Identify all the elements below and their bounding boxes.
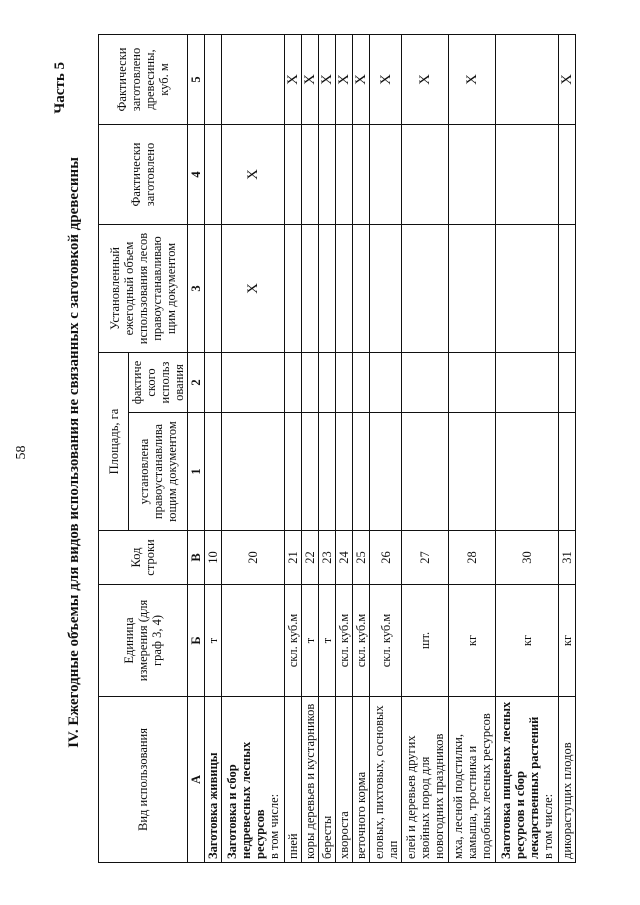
col-index: В [188, 531, 205, 585]
wood-harvested-cell: X [559, 35, 576, 125]
unit-cell: кг [449, 585, 496, 697]
code-cell: 28 [449, 531, 496, 585]
use-type-cell [319, 697, 336, 863]
use-type-cell [449, 697, 496, 863]
unit-cell: т [319, 585, 336, 697]
use-type-label: веточного корма [354, 771, 368, 859]
page-number: 58 [14, 445, 29, 460]
col-index: 4 [188, 125, 205, 225]
annual-volume-cell [302, 225, 319, 353]
area-established-cell [353, 413, 370, 531]
wood-harvested-cell: X [319, 35, 336, 125]
code-cell: 25 [353, 531, 370, 585]
annual-volume-cell [370, 225, 402, 353]
col-index: 3 [188, 225, 205, 353]
harvested-cell [559, 125, 576, 225]
table-row [285, 35, 302, 863]
area-established-cell [205, 413, 222, 531]
section-title: IV. Ежегодные объемы для видов использования не связанных с заготовкой древесины [66, 157, 82, 748]
harvested-cell: X [222, 125, 285, 225]
wood-harvested-cell [222, 35, 285, 125]
area-actual-cell [336, 353, 353, 413]
col-index: 2 [188, 353, 205, 413]
use-type-label: Заготовка и сбор недревесных лесных ресурсов [225, 741, 267, 859]
use-type-label: Заготовка пищевых лесных ресурсов и сбор лекарственных растений [499, 701, 541, 859]
code-cell: 27 [402, 531, 449, 585]
col-header-code: Код строки [99, 531, 188, 585]
code-cell: 22 [302, 531, 319, 585]
wood-harvested-cell [205, 35, 222, 125]
harvested-cell [353, 125, 370, 225]
col-header-unit: Единица измерения (для граф 3, 4) [99, 585, 188, 697]
code-cell: 21 [285, 531, 302, 585]
annual-volume-cell [496, 225, 559, 353]
use-type-label: мха, лесной подстилки, камыша, тростника и подобных лесных ресурсов [451, 713, 493, 859]
wood-harvested-cell [496, 35, 559, 125]
col-index: 5 [188, 35, 205, 125]
area-actual-cell [496, 353, 559, 413]
table-row [449, 35, 496, 863]
unit-cell: скл. куб.м [285, 585, 302, 697]
code-cell: 10 [205, 531, 222, 585]
use-type-cell [402, 697, 449, 863]
use-type-label: коры деревьев и кустарников [303, 703, 317, 859]
table-body [205, 35, 576, 863]
col-header-annual-volume: Установленный ежегодный объем использования лесов правоустанавливаю щим документом [99, 225, 188, 353]
annual-volume-cell [285, 225, 302, 353]
annual-volume-cell: X [222, 225, 285, 353]
col-index: Б [188, 585, 205, 697]
code-cell: 26 [370, 531, 402, 585]
use-type-cell [370, 697, 402, 863]
code-cell: 30 [496, 531, 559, 585]
table-row [559, 35, 576, 863]
unit-cell: кг [496, 585, 559, 697]
table-row [402, 35, 449, 863]
code-cell: 24 [336, 531, 353, 585]
area-actual-cell [319, 353, 336, 413]
area-established-cell [449, 413, 496, 531]
use-type-label: Заготовка живицы [206, 752, 220, 859]
unit-cell [222, 585, 285, 697]
area-actual-cell [205, 353, 222, 413]
col-header-harvested: Фактически заготовлено [99, 125, 188, 225]
harvested-cell [402, 125, 449, 225]
table-row [353, 35, 370, 863]
annual-volume-cell [353, 225, 370, 353]
use-type-cell [205, 697, 222, 863]
use-type-cell [336, 697, 353, 863]
use-type-cell [496, 697, 559, 863]
area-established-cell [222, 413, 285, 531]
area-established-cell [285, 413, 302, 531]
unit-cell: т [302, 585, 319, 697]
area-actual-cell [285, 353, 302, 413]
use-type-label: хвороста [337, 811, 351, 859]
col-header-area-actual: фактиче ского использ ования [129, 353, 188, 413]
area-actual-cell [402, 353, 449, 413]
code-cell: 31 [559, 531, 576, 585]
area-actual-cell [559, 353, 576, 413]
harvested-cell [205, 125, 222, 225]
unit-cell: скл. куб.м [353, 585, 370, 697]
harvested-cell [302, 125, 319, 225]
annual-volume-cell [205, 225, 222, 353]
including-label: в том числе: [541, 793, 555, 859]
area-actual-cell [353, 353, 370, 413]
wood-harvested-cell: X [285, 35, 302, 125]
area-established-cell [302, 413, 319, 531]
area-established-cell [336, 413, 353, 531]
harvested-cell [496, 125, 559, 225]
area-established-cell [496, 413, 559, 531]
wood-harvested-cell: X [449, 35, 496, 125]
unit-cell: т [205, 585, 222, 697]
col-index: А [188, 697, 205, 863]
including-label: в том числе: [267, 793, 281, 859]
use-type-cell [222, 697, 285, 863]
area-actual-cell [449, 353, 496, 413]
table-row [205, 35, 222, 863]
wood-harvested-cell: X [353, 35, 370, 125]
col-header-use-type: Вид использования [99, 697, 188, 863]
unit-cell: скл. куб.м [336, 585, 353, 697]
annual-volume-cell [336, 225, 353, 353]
wood-harvested-cell: X [402, 35, 449, 125]
use-type-label: дикорастущих плодов [560, 742, 574, 859]
table-row [319, 35, 336, 863]
use-type-label: бересты [320, 815, 334, 859]
table-row [302, 35, 319, 863]
harvested-cell [370, 125, 402, 225]
use-type-cell [285, 697, 302, 863]
code-cell: 23 [319, 531, 336, 585]
annual-volume-cell [449, 225, 496, 353]
harvested-cell [319, 125, 336, 225]
area-established-cell [319, 413, 336, 531]
wood-harvested-cell: X [370, 35, 402, 125]
col-header-area-established: установлена правоустанавлива ющим документом [129, 413, 188, 531]
use-type-label: елей и деревьев других хвойных пород для новогодних праздников [404, 733, 446, 859]
use-type-cell [302, 697, 319, 863]
area-established-cell [559, 413, 576, 531]
wood-harvested-cell: X [336, 35, 353, 125]
table-row [336, 35, 353, 863]
table-row [222, 35, 285, 863]
annual-volume-cell [319, 225, 336, 353]
area-established-cell [402, 413, 449, 531]
col-header-wood-harvested: Фактически заготовлено древесины, куб. м [99, 35, 188, 125]
area-actual-cell [370, 353, 402, 413]
use-type-label: еловых, пихтовых, сосновых лап [371, 705, 400, 859]
wood-harvested-cell: X [302, 35, 319, 125]
unit-cell: скл. куб.м [370, 585, 402, 697]
table-row [496, 35, 559, 863]
annual-volume-cell [559, 225, 576, 353]
use-type-cell [559, 697, 576, 863]
unit-cell: шт. [402, 585, 449, 697]
part-label: Часть 5 [52, 62, 68, 114]
area-actual-cell [302, 353, 319, 413]
code-cell: 20 [222, 531, 285, 585]
table-row [370, 35, 402, 863]
area-established-cell [370, 413, 402, 531]
unit-cell: кг [559, 585, 576, 697]
usage-volume-table [98, 34, 576, 863]
harvested-cell [449, 125, 496, 225]
col-index: 1 [188, 413, 205, 531]
use-type-label: пней [286, 833, 300, 859]
use-type-cell [353, 697, 370, 863]
col-header-area: Площадь, га [99, 353, 129, 531]
harvested-cell [285, 125, 302, 225]
annual-volume-cell [402, 225, 449, 353]
area-actual-cell [222, 353, 285, 413]
harvested-cell [336, 125, 353, 225]
